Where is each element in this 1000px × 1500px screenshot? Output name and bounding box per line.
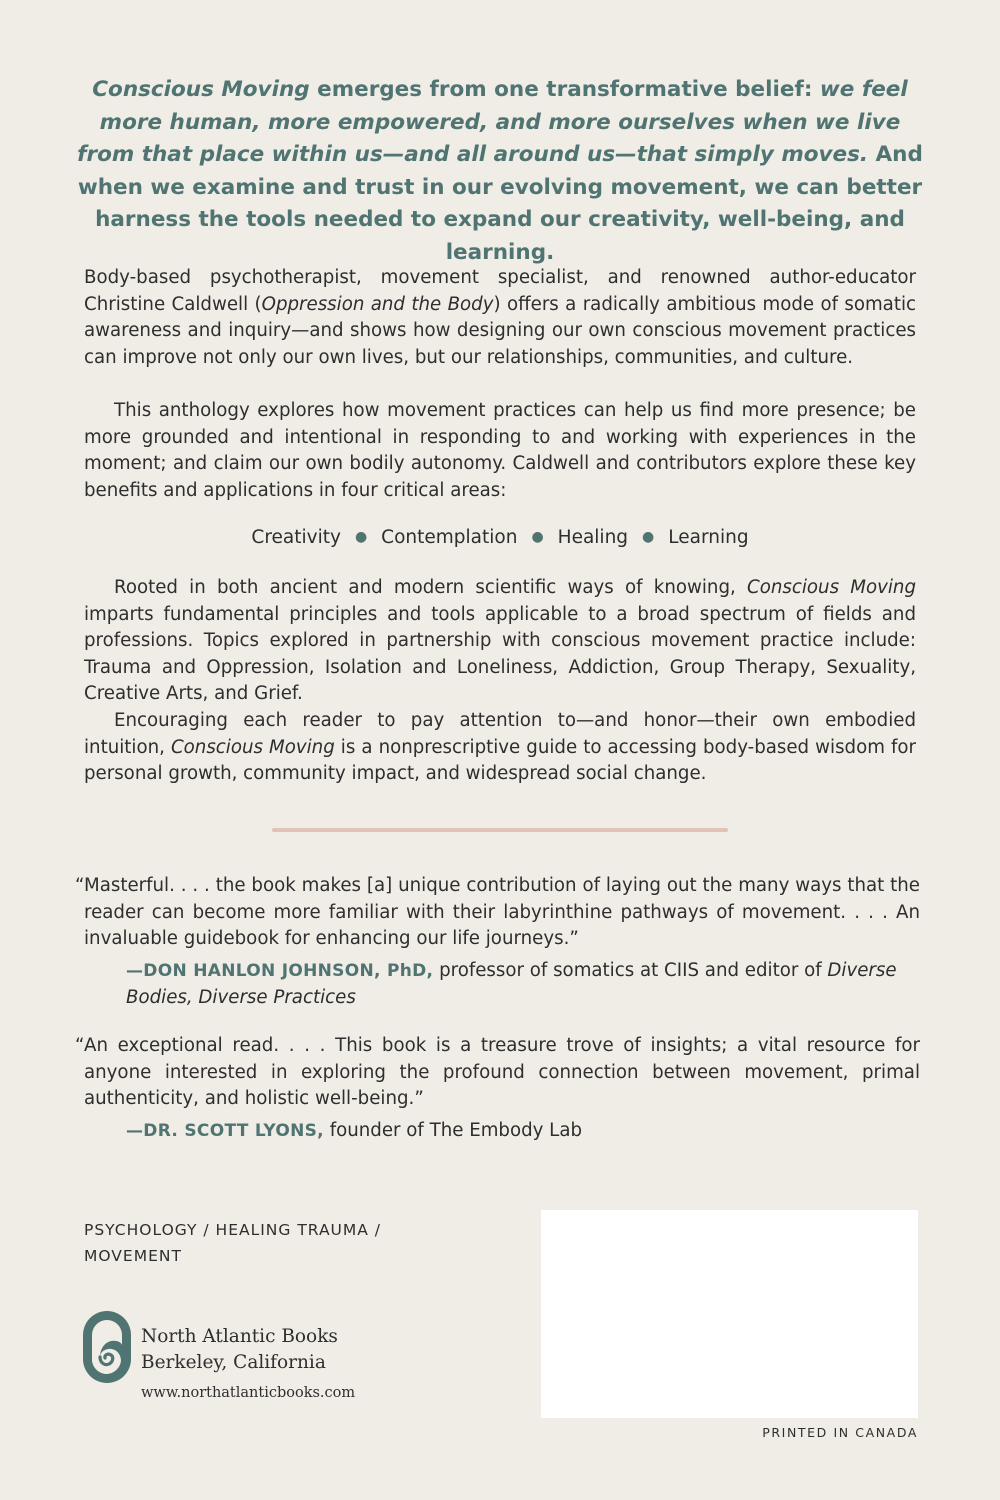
bullet-icon: ●: [531, 529, 544, 545]
description-paragraph-4: [84, 708, 916, 788]
quote-2-text: An exceptional read. . . . This book is a treasure trove of insights; a vital resource for anyone interested in exploring the profound connection between movement, primal authenticity, and holistic well-being.”: [84, 1035, 920, 1110]
category-label: [84, 1217, 444, 1269]
category-line-1: PSYCHOLOGY / HEALING TRAUMA /: [84, 1221, 382, 1239]
endorser-name-1: —DON HANLON JOHNSON, PhD,: [126, 961, 434, 981]
publisher-name: North Atlantic Books: [141, 1326, 338, 1347]
description-paragraph-3: [84, 575, 916, 708]
printed-in-label: PRINTED IN CANADA: [762, 1425, 918, 1440]
area-creativity: Creativity: [251, 527, 341, 548]
endorsement-attribution-2: [126, 1118, 906, 1145]
lead-title: Conscious Moving: [92, 77, 310, 102]
publisher-city: Berkeley, California: [141, 1352, 326, 1373]
endorsement-quote-2: [75, 1033, 920, 1113]
endorsement-quote-1: [75, 873, 920, 953]
endorser-name-2: —DR. SCOTT LYONS,: [126, 1121, 324, 1141]
area-contemplation: Contemplation: [381, 527, 518, 548]
area-healing: Healing: [557, 527, 629, 548]
bullet-icon: ●: [354, 529, 368, 545]
endorser-book-1: Diverse Bodies, Diverse Practices: [126, 960, 897, 1008]
bullet-icon: ●: [642, 529, 655, 545]
area-learning: Learning: [668, 527, 749, 548]
endorser-role-2: founder of The Embody Lab: [323, 1120, 583, 1141]
lead-italic: we feel more human, more empowered, and more ourselves when we live from that place within us—and all around us—that simply moves.: [77, 77, 908, 167]
p3-text-b: imparts fundamental principles and tools applicable to a broad spectrum of fields and professions. Topics explored in partnership with conscious movement practice include: Trauma and Oppression, Isolation and Loneliness, Addiction, Group Therapy, Sexuality, Creative Arts, and Grief.: [84, 603, 916, 705]
p3-book-title: Conscious Moving: [747, 577, 916, 598]
p4-book-title: Conscious Moving: [170, 736, 335, 758]
publisher-url[interactable]: www.northatlanticbooks.com: [141, 1385, 356, 1401]
open-quote-mark: “: [75, 875, 85, 896]
p3-text-a: Rooted in both ancient and modern scientific ways of knowing,: [114, 577, 748, 598]
p1-book-title: Oppression and the Body: [261, 293, 494, 315]
p4-text-b: is a nonprescriptive guide to accessing body-based wisdom for personal growth, community impact, and widespread social change.: [84, 736, 916, 785]
endorser-role-1: professor of somatics at CIIS and editor of: [433, 960, 828, 981]
quote-1-text: Masterful. . . . the book makes [a] unique contribution of laying out the many ways that the reader can become more familiar with their labyrinthine pathways of movement. . . . An invaluable guidebook for enhancing our life journeys.”: [84, 875, 920, 950]
p4-text-a: Encouraging each reader to pay attention to—and honor—their own embodied intuition,: [84, 710, 916, 758]
lead-text-2: And when we examine and trust in our evolving movement, we can better harness the tools needed to expand our creativity, well-being, and learning.: [77, 142, 923, 265]
description-paragraph-2: This anthology explores how movement practices can help us find more presence; be more grounded and intentional in responding to and working with experiences in the moment; and claim our own bodily autonomy. Caldwell and contributors explore these key benefits and applications in four critical areas:: [84, 400, 916, 501]
publisher-name-block: [141, 1324, 338, 1376]
open-quote-mark: “: [75, 1035, 85, 1056]
category-line-2: MOVEMENT: [84, 1247, 182, 1265]
description-paragraph-1: [84, 265, 916, 371]
endorsement-attribution-1: [126, 958, 906, 1011]
lead-text-1: emerges from one transformative belief:: [309, 77, 820, 102]
focus-areas: [84, 523, 916, 554]
p1-text-a: Body-based psychotherapist, movement specialist, and renowned author-educator Christine Caldwell (: [84, 267, 916, 315]
p1-text-b: ) offers a radically ambitious mode of somatic awareness and inquiry—and shows how designing our own conscious movement practices can improve not only our own lives, but our relationships, communities, and culture.: [84, 293, 917, 368]
barcode-area: [541, 1210, 918, 1418]
wave-logo-icon: [83, 1311, 131, 1383]
lead-blurb: [70, 74, 930, 269]
divider: [272, 828, 728, 832]
